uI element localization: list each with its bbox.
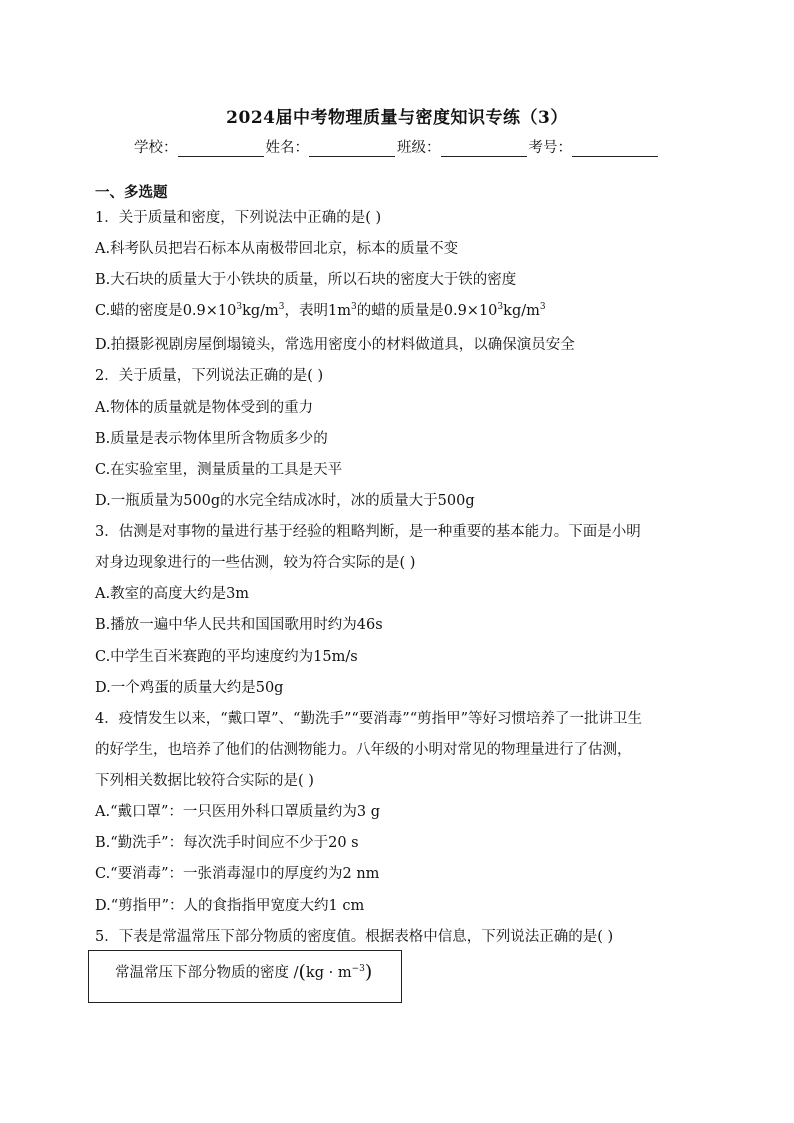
q4-option-c: C.“要消毒”：一张消毒湿巾的厚度约为2 nm xyxy=(95,866,380,882)
q4-stem-line-3: 下列相关数据比较符合实际的是( ) xyxy=(95,773,314,789)
q1-c-exp: 3 xyxy=(497,302,504,313)
q1-c-exp: 3 xyxy=(236,302,243,313)
q3-option-b: B.播放一遍中华人民共和国国歌用时约为46s xyxy=(95,617,383,633)
q1-c-exp: 3 xyxy=(351,302,357,313)
density-table xyxy=(88,950,402,1003)
table-unit-exp: −3 xyxy=(351,964,365,975)
right-paren: ) xyxy=(364,961,373,983)
q2-option-a: A.物体的质量就是物体受到的重力 xyxy=(95,400,314,416)
q4-option-b: B.“勤洗手”：每次洗手时间应不少于20 s xyxy=(95,835,359,851)
table-header-text: 常温常压下部分物质的密度 / xyxy=(115,965,299,981)
q1-option-b: B.大石块的质量大于小铁块的质量，所以石块的密度大于铁的密度 xyxy=(95,272,517,288)
exam-number-blank[interactable] xyxy=(572,142,658,157)
left-paren: ( xyxy=(298,961,306,983)
q4-stem-line-1: 4．疫情发生以来，“戴口罩”、“勤洗手”“要消毒”“剪指甲”等好习惯培养了一批讲卫生 xyxy=(95,711,643,727)
q2-option-d: D.一瓶质量为500g的水完全结成冰时，冰的质量大于500g xyxy=(95,493,475,509)
q1-c-volume: 1m xyxy=(328,303,352,319)
q1-c-unit: kg/m xyxy=(503,303,540,319)
school-label: 学校： xyxy=(134,140,178,156)
q3-option-c: C.中学生百米赛跑的平均速度约为15m/s xyxy=(95,649,358,665)
q1-c-text: 的蜡的质量是 xyxy=(356,303,444,319)
q1-c-exp: 3 xyxy=(539,302,546,313)
q3-option-d: D.一个鸡蛋的质量大约是50g xyxy=(95,680,284,696)
q1-c-value: 0.9×10 xyxy=(182,303,237,319)
density-table-header xyxy=(115,961,372,983)
q4-stem-line-2: 的好学生，也培养了他们的估测物能力。八年级的小明对常见的物理量进行了估测， xyxy=(95,742,632,758)
q1-c-exp: 3 xyxy=(278,302,285,313)
school-blank[interactable] xyxy=(178,142,264,157)
q4-option-a: A.“戴口罩”：一只医用外科口罩质量约为3 g xyxy=(95,804,381,820)
class-label: 班级： xyxy=(397,140,441,156)
name-label: 姓名： xyxy=(265,140,309,156)
q1-option-a: A.科考队员把岩石标本从南极带回北京，标本的质量不变 xyxy=(95,241,459,257)
q1-c-text: ，表明 xyxy=(284,303,329,319)
q1-option-c xyxy=(95,299,546,320)
q2-stem: 2．关于质量，下列说法正确的是( ) xyxy=(95,368,324,384)
q5-stem: 5．下表是常温常压下部分物质的密度值。根据表格中信息，下列说法正确的是( ) xyxy=(95,929,614,945)
q1-option-d: D.拍摄影视剧房屋倒塌镜头，常选用密度小的材料做道具，以确保演员安全 xyxy=(95,337,575,353)
table-unit: kg · m xyxy=(305,965,352,981)
q2-option-c: C.在实验室里，测量质量的工具是天平 xyxy=(95,462,343,478)
page-title: 2024届中考物理质量与密度知识专练（3） xyxy=(226,108,568,128)
section-heading: 一、多选题 xyxy=(95,184,168,201)
class-blank[interactable] xyxy=(441,142,527,157)
q1-c-value: 0.9×10 xyxy=(443,303,498,319)
q3-stem-line-1: 3．估测是对事物的量进行基于经验的粗略判断，是一种重要的基本能力。下面是小明 xyxy=(95,524,641,540)
student-info-row xyxy=(0,136,794,157)
exam-number-label: 考号： xyxy=(528,140,572,156)
q2-option-b: B.质量是表示物体里所含物质多少的 xyxy=(95,431,328,447)
q3-option-a: A.教室的高度大约是3m xyxy=(95,586,250,602)
q1-c-unit: kg/m xyxy=(242,303,279,319)
q1-stem: 1．关于质量和密度，下列说法中正确的是( ) xyxy=(95,210,382,226)
name-blank[interactable] xyxy=(309,142,395,157)
q1-c-text: C.蜡的密度是 xyxy=(95,303,183,319)
q4-option-d: D.“剪指甲”：人的食指指甲宽度大约1 cm xyxy=(95,898,365,914)
q3-stem-line-2: 对身边现象进行的一些估测，较为符合实际的是( ) xyxy=(95,555,416,571)
